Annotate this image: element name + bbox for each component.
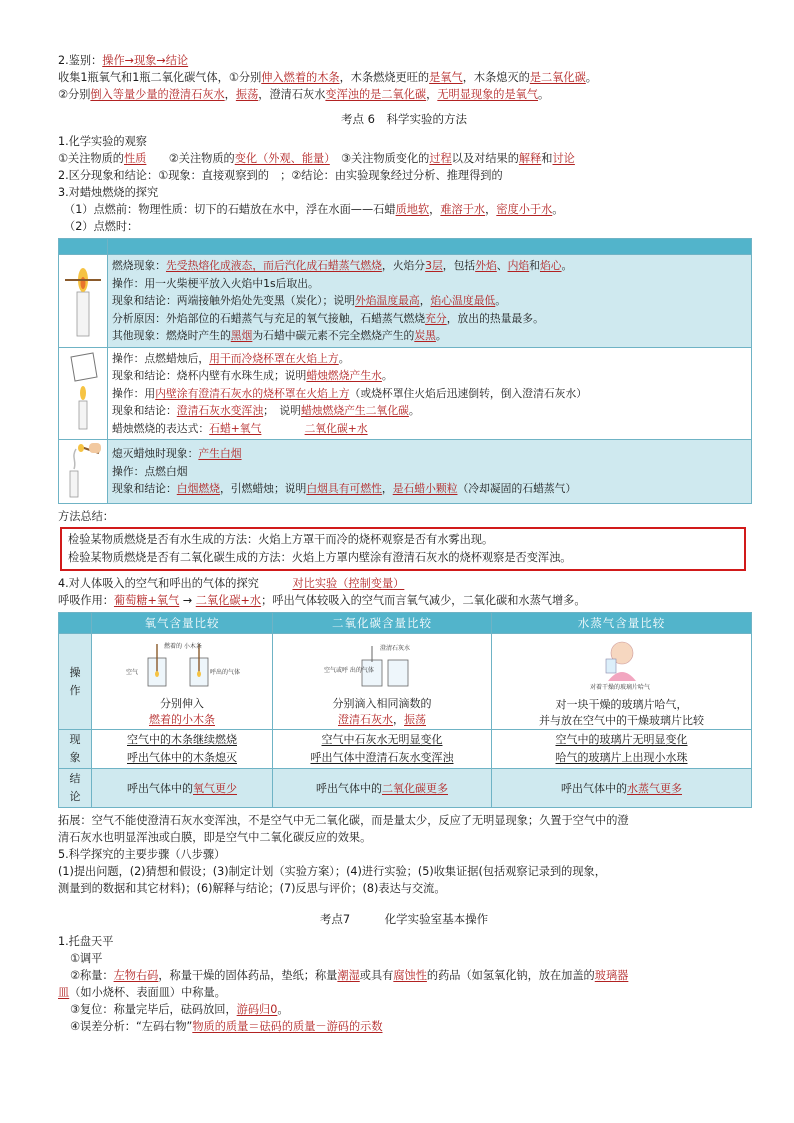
observation-title: 1.化学实验的观察 — [58, 135, 147, 148]
op1-line-1: 分别伸入 — [160, 697, 204, 710]
op3-line-1: 对一块干燥的玻璃片哈气， — [555, 698, 688, 711]
air-row-operation — [59, 634, 752, 730]
candle-table — [58, 238, 752, 504]
flame-operation: 操作：用一火柴梗平放入火焰中1s后取出。 — [112, 276, 319, 290]
fig2-left-label: 空气或呼 出的气体 — [324, 667, 374, 674]
distinguish-line: 2.区分现象和结论：①现象：直接观察到的 ；②结论：由实验现象经过分析、推理得到的 — [58, 169, 503, 182]
candle-row-extinguish — [59, 440, 752, 504]
before-ignition: （1）点燃前：物理性质：切下的石蜡放在水中，浮在水面——石蜡质地软，难溶于水，密度小于水。 — [64, 203, 564, 216]
flame-phenomenon: 燃烧现象：先受热熔化成液态，而后汽化成石蜡蒸气燃烧，火焰分3层，包括外焰、内焰和焰心。 — [112, 259, 573, 272]
row-label-conclusion: 结论 — [59, 769, 92, 808]
fig1-left-label: 空气 — [126, 669, 139, 676]
balance-step-2-cont: 皿（如小烧杯、表面皿）中称量。 — [58, 986, 226, 999]
obs3-line-2: 哈气的玻璃片上出现小水珠 — [555, 751, 688, 764]
products-result-2: 现象和结论：澄清石灰水变浑浊； 说明蜡烛燃烧产生二氧化碳。 — [112, 404, 420, 417]
candle-row-products — [59, 347, 752, 440]
candle-table-header — [59, 239, 752, 255]
air-row-observation — [59, 730, 752, 769]
air-table-header — [59, 613, 752, 634]
air-comparison-table — [58, 612, 752, 808]
fig3-caption: 对着干燥的玻璃片哈气 — [589, 684, 650, 691]
row-label-operation: 操作 — [59, 634, 92, 730]
combustion-expression: 蜡烛燃烧的表达式：石蜡+氧气 二氧化碳+水 — [112, 421, 368, 435]
steps-line-1: (1)提出问题，(2)猜想和假设；(3)制定计划（实验方案）；(4)进行实验；(5)收集证据(包括观察记录到的现象， — [58, 865, 606, 878]
vapor-test-figure — [562, 639, 682, 691]
row-label-observation: 现象 — [59, 730, 92, 769]
balance-title: 1.托盘天平 — [58, 935, 114, 948]
header-vapor: 水蒸气含量比较 — [492, 613, 752, 634]
products-op-1: 操作：点燃蜡烛后，用干而冷烧杯罩在火焰上方。 — [112, 351, 350, 365]
op2-line-1: 分别滴入相同滴数的 — [332, 697, 432, 710]
steps-title: 5.科学探究的主要步骤（八步骤） — [58, 848, 226, 861]
balance-step-4: ④误差分析：“左码右物”物质的质量＝砝码的质量－游码的示数 — [70, 1020, 383, 1033]
candle-row-flame — [59, 255, 752, 348]
obs1-line-1: 空气中的木条继续燃烧 — [127, 733, 237, 746]
observation-points: ①关注物质的性质 ②关注物质的变化（外观、能量） ③关注物质变化的过程以及对结果的解释和讨论 — [58, 152, 575, 165]
balance-step-3: ③复位：称量完毕后，砝码放回，游码归0。 — [70, 1003, 289, 1016]
oxygen-test-figure — [122, 640, 242, 690]
method-summary-box — [60, 527, 746, 571]
header-oxygen: 氧气含量比较 — [92, 613, 273, 634]
flame-analysis: 分析原因：外焰部位的石蜡蒸气与充足的氧气接触，石蜡蒸气燃烧充分，放出的热量最多。 — [112, 311, 544, 325]
extend-line-2: 清石灰水也明显浑浊或白膜，即是空气中二氧化碳反应的效果。 — [58, 831, 372, 844]
air-row-conclusion: 结论 呼出气体中的氧气更少 呼出气体中的二氧化碳更多 呼出气体中的水蒸气更多 — [59, 769, 752, 808]
candle-flame-figure — [59, 255, 108, 348]
candle-with-match-icon — [63, 258, 103, 340]
respiration-line: 呼吸作用：葡萄糖+氧气 → 二氧化碳+水；呼出气体较吸入的空气而言氧气减少，二氧化碳和水蒸气增多。 — [58, 594, 586, 607]
during-ignition: （2）点燃时： — [64, 220, 139, 233]
identify-title: 2.鉴别：操作→现象→结论 — [58, 54, 189, 67]
co2-test-figure — [322, 640, 442, 690]
extinguish-phenomenon: 熄灭蜡烛时现象：产生白烟 — [112, 447, 242, 461]
steps-line-2: 测量到的数据和其它材料)；(6)解释与结论；(7)反思与评价；(8)表达与交流。 — [58, 882, 446, 895]
products-result-1: 现象和结论：烧杯内壁有水珠生成；说明蜡烛燃烧产生水。 — [112, 369, 393, 382]
section-6-heading: 考点 6 科学实验的方法 — [341, 112, 467, 126]
flame-result: 现象和结论：两端接触外焰处先变黑（炭化）；说明外焰温度最高，焰心温度最低。 — [112, 294, 507, 307]
method-summary-line-1: 检验某物质燃烧是否有水生成的方法：火焰上方罩干而冷的烧杯观察是否有水雾出现。 — [68, 533, 494, 546]
method-summary-title: 方法总结： — [58, 510, 114, 523]
balance-step-2: ②称量：左物右码，称量干燥的固体药品，垫纸；称量潮湿或具有腐蚀性的药品（如氢氧化钠，放在加盖的玻璃器 — [70, 969, 629, 982]
white-smoke-figure — [59, 440, 108, 504]
fig1-top-label: 燃着的 小木条 — [164, 643, 202, 650]
candle-beaker-figure — [59, 347, 108, 440]
products-op-2: 操作：用内壁涂有澄清石灰水的烧杯罩在火焰上方（或烧杯罩住火焰后迅速倒转，倒入澄清石灰水） — [112, 386, 588, 400]
balance-step-1: ①调平 — [70, 952, 103, 965]
header-co2: 二氧化碳含量比较 — [273, 613, 492, 634]
method-summary-line-2: 检验某物质燃烧是否有二氧化碳生成的方法：火焰上方罩内壁涂有澄清石灰水的烧杯观察是否变浑浊。 — [68, 551, 572, 564]
extinguish-operation: 操作：点燃白烟 — [112, 464, 188, 478]
op2-line-2: 澄清石灰水，振荡 — [338, 713, 426, 726]
breath-title: 4.对人体吸入的空气和呼出的气体的探究 对比实验（控制变量） — [58, 577, 405, 590]
op1-line-2: 燃着的小木条 — [149, 713, 215, 726]
identify-line-1: 收集1瓶氧气和1瓶二氧化碳气体，①分别伸入燃着的木条，木条燃烧更旺的是氧气，木条熄灭的是二氧化碳。 — [58, 71, 597, 84]
obs2-line-1: 空气中石灰水无明显变化 — [321, 733, 443, 746]
candle-title: 3.对蜡烛燃烧的探究 — [58, 186, 159, 199]
flame-other: 其他现象：燃烧时产生的黑烟为石蜡中碳元素不完全燃烧产生的炭黑。 — [112, 329, 447, 342]
op3-line-2: 并与放在空气中的干燥玻璃片比较 — [539, 714, 704, 727]
obs2-line-2: 呼出气体中澄清石灰水变浑浊 — [310, 751, 454, 764]
fig2-top-label: 澄清石灰水 — [380, 645, 411, 652]
page — [58, 52, 750, 1035]
candle-beaker-icon — [63, 351, 103, 433]
section-7-heading: 考点7 化学实验室基本操作 — [319, 912, 489, 926]
obs3-line-1: 空气中的玻璃片无明显变化 — [555, 733, 688, 746]
obs1-line-2: 呼出气体中的木条熄灭 — [127, 751, 237, 764]
white-smoke-icon — [63, 441, 103, 499]
identify-line-2: ②分别倒入等量少量的澄清石灰水，振荡，澄清石灰水变浑浊的是二氧化碳，无明显现象的是氧气。 — [58, 88, 550, 101]
extinguish-result: 现象和结论：白烟燃烧，引燃蜡烛；说明白烟具有可燃性，是石蜡小颗粒（冷却凝固的石蜡蒸气） — [112, 482, 577, 496]
extend-line-1: 拓展：空气不能使澄清石灰水变浑浊，不是空气中无二氧化碳，而是量太少，反应了无明显现象；久置于空气中的澄 — [58, 814, 629, 827]
fig1-right-label: 呼出的气体 — [210, 669, 241, 676]
